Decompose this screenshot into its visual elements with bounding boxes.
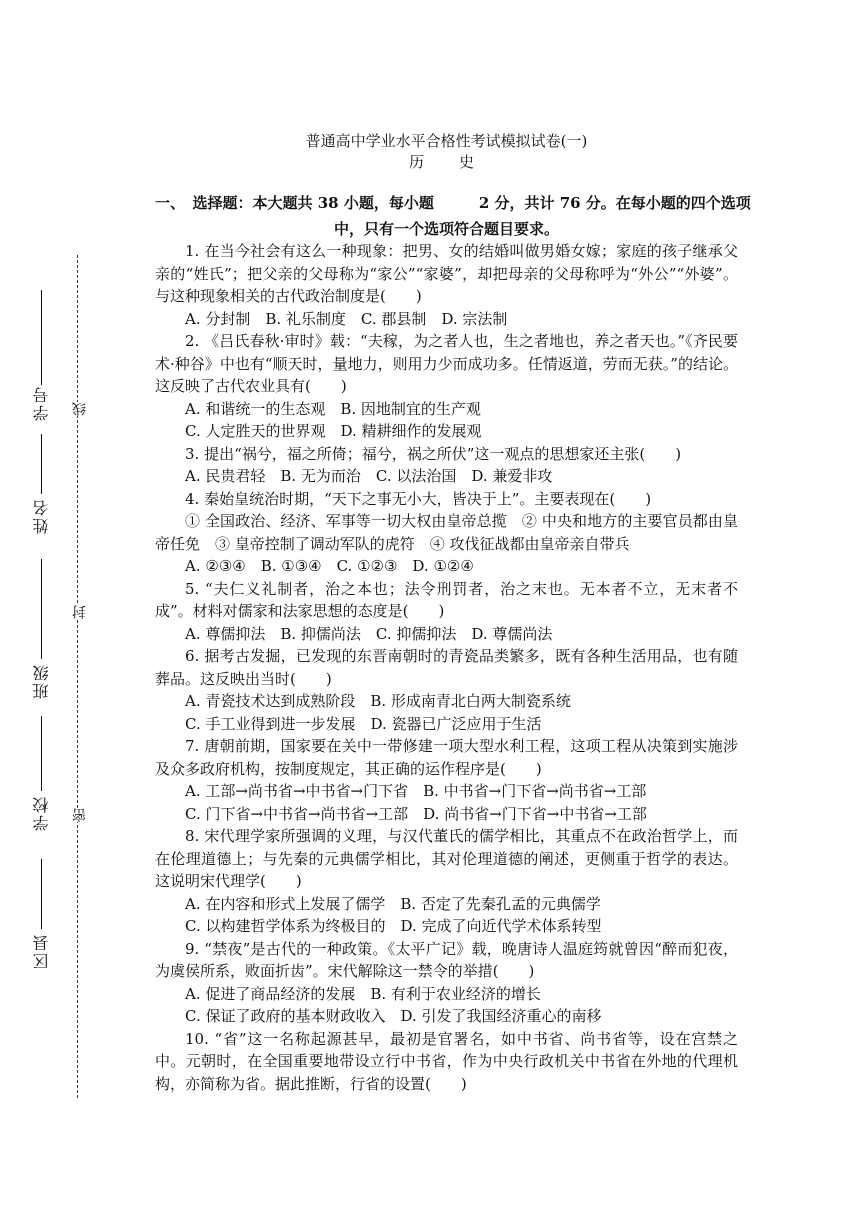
question-stem: 1. 在当今社会有这么一种现象：把男、女的结婚叫做男婚女嫁；家庭的孩子继承父亲的“姓氏”；把父亲的父母称为“家公”“家婆”，却把母亲的父母称呼为“外公”“外婆”。与这种现象相关的古代政治制度是( ) xyxy=(155,242,738,305)
question-5 xyxy=(155,578,738,646)
class-blank xyxy=(41,559,42,659)
question-options: A. 民贵君轻 B. 无为而治 C. 以法治国 D. 兼爱非攻 xyxy=(185,467,553,485)
question-stem: 10. “省”这一名称起源甚早，最初是官署名，如中书省、尚书省等，设在宫禁之中。元朝时，在全国重要地带设立行中书省，作为中央行政机关中书省在外地的代理机构，亦简称为省。据此推断，行省的设置( ) xyxy=(155,1029,738,1093)
district-label: 区县 xyxy=(32,933,51,969)
binding-margin xyxy=(0,0,120,1216)
field-name xyxy=(30,430,53,534)
seal-mark-feng: 封 xyxy=(72,605,88,619)
question-stem: 8. 宋代理学家所强调的义理，与汉代董氏的儒学相比，其重点不在政治哲学上，而在伦理道德上；与先秦的元典儒学相比，其对伦理道德的阐述，更侧重于哲学的表达。这说明宋代理学( ) xyxy=(155,827,738,890)
section-heading xyxy=(155,190,751,242)
section-heading-line1: 一、 选择题：本大题共 38 小题，每小题 2 分，共计 76 分。在每小题的四个选项 xyxy=(155,194,751,212)
question-stem: 4. 秦始皇统治时期，“天下之事无小大，皆决于上”。主要表现在( ) xyxy=(185,489,652,508)
question-8 xyxy=(155,825,738,938)
exam-title: 普通高中学业水平合格性考试模拟试卷(一) xyxy=(305,132,588,150)
field-school xyxy=(30,712,53,831)
question-4 xyxy=(155,488,738,578)
question-options: A. 促进了商品经济的发展 B. 有利于农业经济的增长 xyxy=(185,984,541,1003)
question-options: C. 人定胜天的世界观 D. 精耕细作的发展观 xyxy=(185,422,482,440)
class-label: 班级 xyxy=(32,663,51,699)
question-options: A. 尊儒抑法 B. 抑儒尚法 C. 抑儒抑法 D. 尊儒尚法 xyxy=(185,624,553,643)
student-id-label: 学号 xyxy=(32,385,51,421)
question-options: A. 分封制 B. 礼乐制度 C. 郡县制 D. 宗法制 xyxy=(185,309,508,328)
question-options: C. 以构建哲学体系为终极目的 D. 完成了向近代学术体系转型 xyxy=(185,917,602,935)
binding-dashed-line xyxy=(77,255,78,1098)
question-list xyxy=(155,240,738,1095)
seal-mark-xian: 线 xyxy=(72,402,88,416)
question-stem: 7. 唐朝前期，国家要在关中一带修建一项大型水利工程，这项工程从决策到实施涉及众多政府机构，按制度规定，其正确的运作程序是( ) xyxy=(155,737,738,778)
section-heading-line2: 中，只有一个选项符合题目要求。 xyxy=(333,220,559,238)
question-3 xyxy=(155,443,738,488)
name-label: 姓名 xyxy=(32,498,51,534)
question-stem: 2. 《吕氏春秋·审时》载：“夫稼，为之者人也，生之者地也，养之者天也。”《齐民要术·种谷》中也有“顺天时，量地力，则用力少而成功多。任情返道，劳而无获。”的结论。这反映了古代农业具有( ) xyxy=(155,332,738,395)
field-student-id xyxy=(30,290,53,421)
name-blank xyxy=(41,434,42,494)
question-options: A. 青瓷技术达到成熟阶段 B. 形成南青北白两大制瓷系统 xyxy=(185,692,571,710)
question-options: C. 门下省→中书省→尚书省→工部 D. 尚书省→门下省→中书省→工部 xyxy=(185,804,647,823)
question-stem: 6. 据考古发掘，已发现的东晋南朝时的青瓷品类繁多，既有各种生活用品，也有随葬品。这反映出当时( ) xyxy=(155,647,738,688)
question-7 xyxy=(155,735,738,825)
question-10 xyxy=(155,1028,738,1096)
question-statements: ① 全国政治、经济、军事等一切大权由皇帝总揽 ② 中央和地方的主要官员都由皇帝任免 ③ 皇帝控制了调动军队的虎符 ④ 攻伐征战都由皇帝亲自带兵 xyxy=(155,512,738,553)
school-label: 学校 xyxy=(32,795,51,831)
question-options: A. 和谐统一的生态观 B. 因地制宜的生产观 xyxy=(185,399,481,418)
district-blank xyxy=(41,859,42,929)
question-options: C. 保证了政府的基本财政收入 D. 引发了我国经济重心的南移 xyxy=(185,1007,602,1025)
field-district xyxy=(30,855,53,969)
question-stem: 9. “禁夜”是古代的一种政策。《太平广记》载，晚唐诗人温庭筠就曾因“醉而犯夜，为虞侯所系，败面折齿”。宋代解除这一禁令的举措( ) xyxy=(155,939,738,980)
question-6 xyxy=(155,645,738,735)
question-stem: 3. 提出“祸兮，福之所倚；福兮，祸之所伏”这一观点的思想家还主张( ) xyxy=(185,444,682,463)
student-id-blank xyxy=(41,290,42,385)
question-1 xyxy=(155,240,738,330)
seal-mark-mi: 密 xyxy=(72,808,88,822)
question-9 xyxy=(155,938,738,1028)
question-options: C. 手工业得到进一步发展 D. 瓷器已广泛应用于生活 xyxy=(185,714,542,733)
question-options: A. 在内容和形式上发展了儒学 B. 否定了先秦孔孟的元典儒学 xyxy=(185,894,601,913)
school-blank xyxy=(41,716,42,791)
question-2 xyxy=(155,330,738,443)
question-stem: 5. “夫仁义礼制者，治之本也；法令刑罚者，治之末也。无本者不立，无末者不成”。材料对儒家和法家思想的态度是( ) xyxy=(155,579,738,620)
exam-subject: 历 史 xyxy=(408,153,484,171)
question-options: A. ②③④ B. ①③④ C. ①②③ D. ①②④ xyxy=(185,557,474,575)
field-class xyxy=(30,555,53,699)
question-options: A. 工部→尚书省→中书省→门下省 B. 中书省→门下省→尚书省→工部 xyxy=(185,782,647,800)
